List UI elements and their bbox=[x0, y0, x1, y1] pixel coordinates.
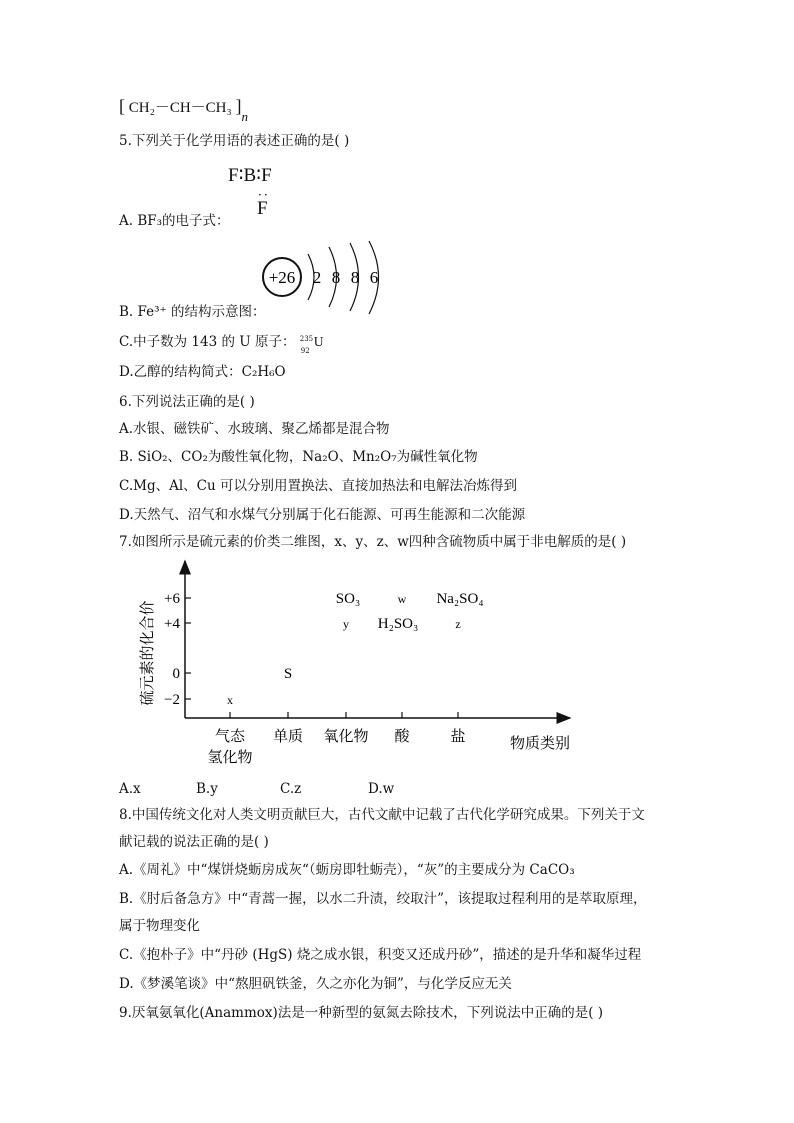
question-6-option-b: B. SiO₂、CO₂为酸性氧化物，Na₂O、Mn₂O₇为碱性氧化物 bbox=[119, 449, 478, 465]
question-8-option-b-line1: B.《肘后备急方》中“青蒿一握，以水二升渍，绞取汁”，该提取过程利用的是萃取原理， bbox=[119, 891, 647, 907]
question-5-option-c-row bbox=[119, 333, 326, 355]
point-label-x: x bbox=[227, 693, 233, 707]
x-tick-label: 酸 bbox=[394, 729, 410, 745]
point-label-w: w bbox=[397, 592, 407, 606]
y-tick-label: −2 bbox=[164, 692, 180, 708]
x-tick-label: 氧化物 bbox=[323, 729, 369, 745]
nuclide-mass-number: 235 bbox=[299, 335, 314, 343]
question-8-option-d: D.《梦溪笔谈》中“熬胆矾铁釜，久之亦化为铜”，与化学反应无关 bbox=[119, 976, 512, 992]
fe-ion-structure-diagram bbox=[258, 240, 388, 316]
question-7-option-d: D.w bbox=[368, 781, 395, 797]
question-6-stem: 6.下列说法正确的是( ) bbox=[119, 394, 255, 410]
bf3-lewis-row2: F bbox=[257, 198, 268, 219]
shell-electrons-3: 8 bbox=[350, 268, 360, 287]
y-axis-label: 硫元素的化合价 bbox=[140, 600, 156, 706]
point-label-formula: Na₂SO₄ bbox=[436, 591, 484, 607]
question-5-option-a: A. BF₃的电子式： bbox=[119, 213, 230, 229]
point-label-formula: SO₃ bbox=[335, 591, 361, 607]
y-tick-label: +6 bbox=[164, 591, 180, 607]
question-6-option-d: D.天然气、沼气和水煤气分别属于化石能源、可再生能源和二次能源 bbox=[119, 507, 526, 523]
polymer-repeat-unit: CH₂－CH－CH₃ bbox=[128, 100, 232, 116]
x-tick-label: 氢化物 bbox=[207, 750, 253, 766]
question-8-option-a: A.《周礼》中“煤饼烧蛎房成灰“（蛎房即牡蛎壳），“灰”的主要成分为 CaCO₃ bbox=[119, 862, 575, 878]
shell-electrons-2: 8 bbox=[331, 268, 341, 287]
question-5-option-c: C.中子数为 143 的 U 原子： bbox=[119, 334, 296, 350]
question-5-option-b: B. Fe³⁺ 的结构示意图： bbox=[119, 304, 266, 320]
question-8-stem-line2: 献记载的说法正确的是( ) bbox=[119, 834, 269, 850]
point-label-formula: S bbox=[283, 666, 293, 682]
lone-pair-dots: ·· bbox=[258, 188, 270, 202]
nuclide-atomic-number: 92 bbox=[300, 347, 310, 355]
uranium-nuclide bbox=[299, 333, 326, 355]
question-8-option-c: C.《抱朴子》中“丹砂 (HgS) 烧之成水银，积变又还成丹砂”，描述的是升华和凝华过程 bbox=[119, 947, 642, 963]
shell-electrons-1: 2 bbox=[312, 268, 322, 287]
y-tick-label: +4 bbox=[164, 616, 180, 632]
shell-electrons-4: 6 bbox=[369, 268, 379, 287]
question-6-option-c: C.Mg、Al、Cu 可以分别用置换法、直接加热法和电解法冶炼得到 bbox=[119, 478, 517, 494]
question-5-stem: 5.下列关于化学用语的表述正确的是( ) bbox=[119, 133, 350, 149]
point-label-z: z bbox=[455, 617, 461, 631]
question-6-option-a: A.水银、磁铁矿、水玻璃、聚乙烯都是混合物 bbox=[119, 421, 390, 437]
question-8-stem-line1: 8.中国传统文化对人类文明贡献巨大，古代文献中记载了古代化学研究成果。下列关于文 bbox=[119, 807, 645, 823]
sulfur-valence-class-chart bbox=[130, 555, 590, 770]
y-tick-label: 0 bbox=[172, 666, 180, 682]
question-9-stem: 9.厌氧氨氧化(Anammox)法是一种新型的氨氮去除技术，下列说法中正确的是( ) bbox=[119, 1005, 604, 1021]
question-7-option-b: B.y bbox=[196, 781, 218, 797]
bf3-lewis-row1: F∶B∶F bbox=[228, 165, 272, 186]
polymer-subscript: n bbox=[241, 109, 248, 124]
point-label-formula: H₂SO₃ bbox=[377, 616, 419, 632]
x-tick-label: 单质 bbox=[272, 729, 304, 745]
nucleus-charge: +26 bbox=[268, 268, 296, 287]
x-tick-label: 气态 bbox=[214, 729, 246, 745]
polymer-right-bracket: ] bbox=[235, 96, 242, 116]
question-7-stem: 7.如图所示是硫元素的价类二维图，x、y、z、w四种含硫物质中属于非电解质的是( ) bbox=[119, 534, 627, 550]
nuclide-symbol: U bbox=[313, 334, 324, 349]
question-7-option-c: C.z bbox=[280, 781, 302, 797]
question-7-option-a: A.x bbox=[119, 781, 141, 797]
point-label-y: y bbox=[343, 617, 349, 631]
question-5-option-d: D.乙醇的结构简式：C₂H₆O bbox=[119, 364, 286, 380]
polymer-formula bbox=[119, 96, 248, 124]
polymer-left-bracket: [ bbox=[119, 96, 125, 116]
x-axis-label: 物质类别 bbox=[509, 736, 570, 752]
x-tick-label: 盐 bbox=[450, 729, 466, 745]
question-8-option-b-line2: 属于物理变化 bbox=[119, 918, 200, 934]
